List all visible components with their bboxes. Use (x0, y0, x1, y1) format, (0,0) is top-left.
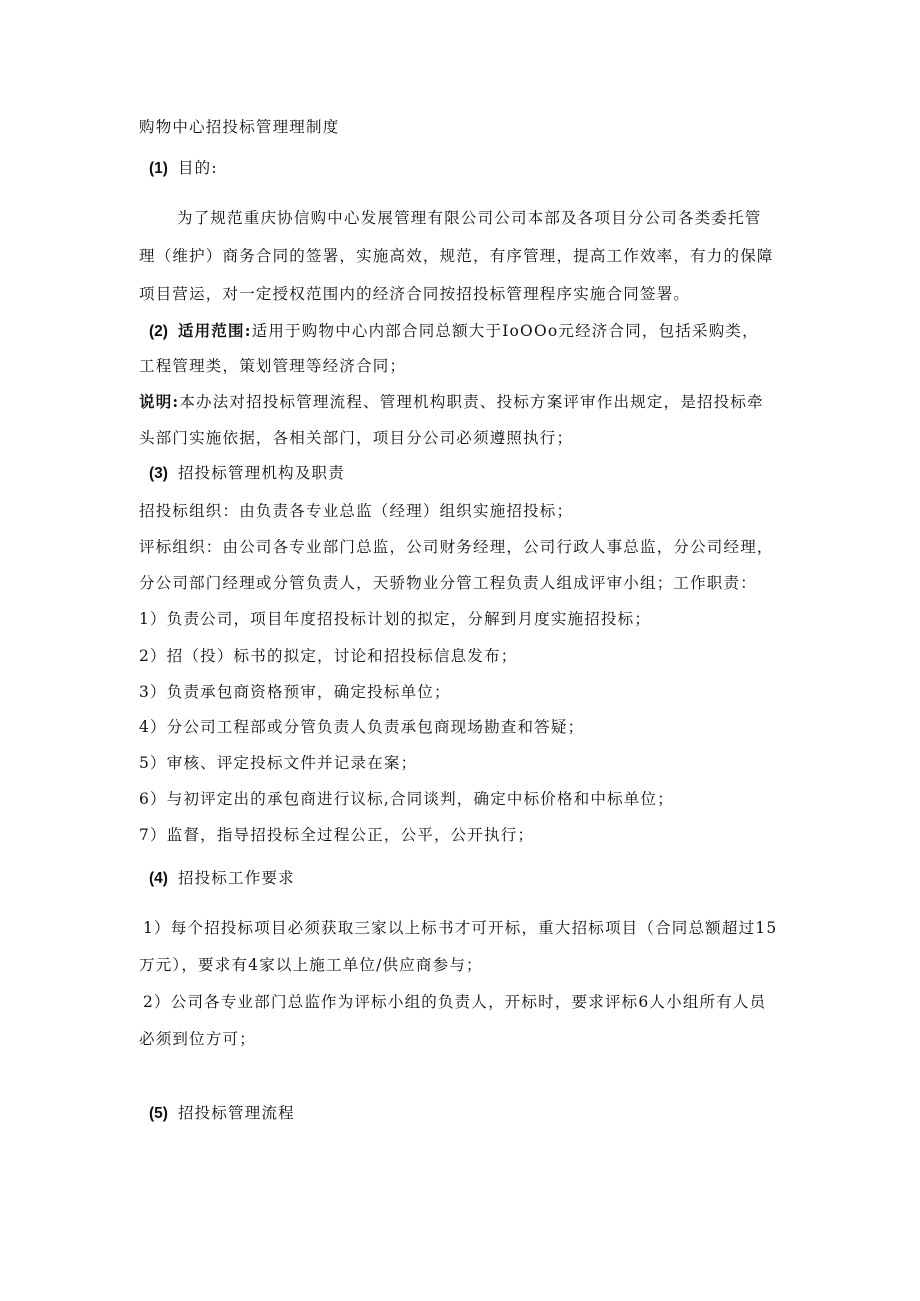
section-number: (3) (149, 465, 168, 482)
section-title: 招投标管理机构及职责 (177, 464, 345, 482)
section-4-heading (149, 868, 295, 889)
duty-item-4: 4）分公司工程部或分管负责人负责承包商现场勘查和答疑； (139, 718, 585, 736)
section-title: 招投标管理流程 (177, 1104, 295, 1122)
section-title: 招投标工作要求 (177, 869, 295, 887)
section-number: (4) (149, 870, 168, 887)
section-2-line-1 (149, 321, 759, 342)
section-1-heading (149, 158, 218, 179)
scope-label: 适用范围: (177, 321, 252, 340)
purpose-line-1: 为了规范重庆协信购中心发展管理有限公司公司本部及各项目分公司各类委托管 (177, 209, 762, 227)
duty-item-5: 5）审核、评定投标文件并记录在案； (139, 754, 418, 772)
requirement-1-line-1: 1）每个招投标项目必须获取三家以上标书才可开标，重大招标项目（合同总额超过15 (143, 919, 778, 937)
section-3-heading (149, 463, 345, 484)
duty-item-7: 7）监督，指导招投标全过程公正，公平，公开执行； (139, 826, 535, 844)
section-title: 目的: (177, 159, 218, 177)
note-line-2: 头部门实施依据，各相关部门，项目分公司必须遵照执行； (139, 429, 574, 447)
org-line-2: 评标组织：由公司各专业部门总监，公司财务经理，公司行政人事总监，分公司经理， (139, 538, 774, 556)
section-number: (1) (149, 160, 168, 177)
requirement-1-line-2: 万元），要求有4家以上施工单位/供应商参与； (139, 956, 483, 974)
document-title: 购物中心招投标管理理制度 (139, 118, 340, 136)
duty-item-3: 3）负责承包商资格预审，确定投标单位； (139, 683, 451, 701)
duty-item-6: 6）与初评定出的承包商进行议标,合同谈判，确定中标价格和中标单位； (139, 790, 674, 808)
purpose-line-2: 理（维护）商务合同的签署，实施高效，规范，有序管理，提高工作效率，有力的保障 (139, 247, 774, 265)
note-text: 本办法对招投标管理流程、管理机构职责、投标方案评审作出规定，是招投标牵 (179, 393, 764, 411)
org-line-1: 招投标组织：由负责各专业总监（经理）组织实施招投标； (139, 502, 574, 520)
section-number: (2) (149, 323, 168, 340)
duty-item-1: 1）负责公司，项目年度招投标计划的拟定，分解到月度实施招投标； (139, 610, 652, 628)
org-line-3: 分公司部门经理或分管负责人，天骄物业分管工程负责人组成评审小组；工作职责： (139, 574, 757, 592)
note-label: 说明: (139, 392, 180, 411)
scope-text: 适用于购物中心内部合同总额大于IoOOo元经济合同，包括采购类， (251, 322, 759, 340)
section-number: (5) (149, 1105, 168, 1122)
requirement-2-line-1: 2）公司各专业部门总监作为评标小组的负责人，开标时，要求评标6人小组所有人员 (143, 993, 767, 1011)
duty-item-2: 2）招（投）标书的拟定，讨论和招投标信息发布； (139, 647, 518, 665)
section-2-line-2: 工程管理类，策划管理等经济合同； (139, 357, 407, 375)
requirement-2-line-2: 必须到位方可； (139, 1030, 256, 1048)
section-5-heading (149, 1103, 295, 1124)
note-line-1 (139, 392, 764, 412)
purpose-line-3: 项目营运，对一定授权范围内的经济合同按招投标管理程序实施合同签署。 (139, 285, 691, 303)
